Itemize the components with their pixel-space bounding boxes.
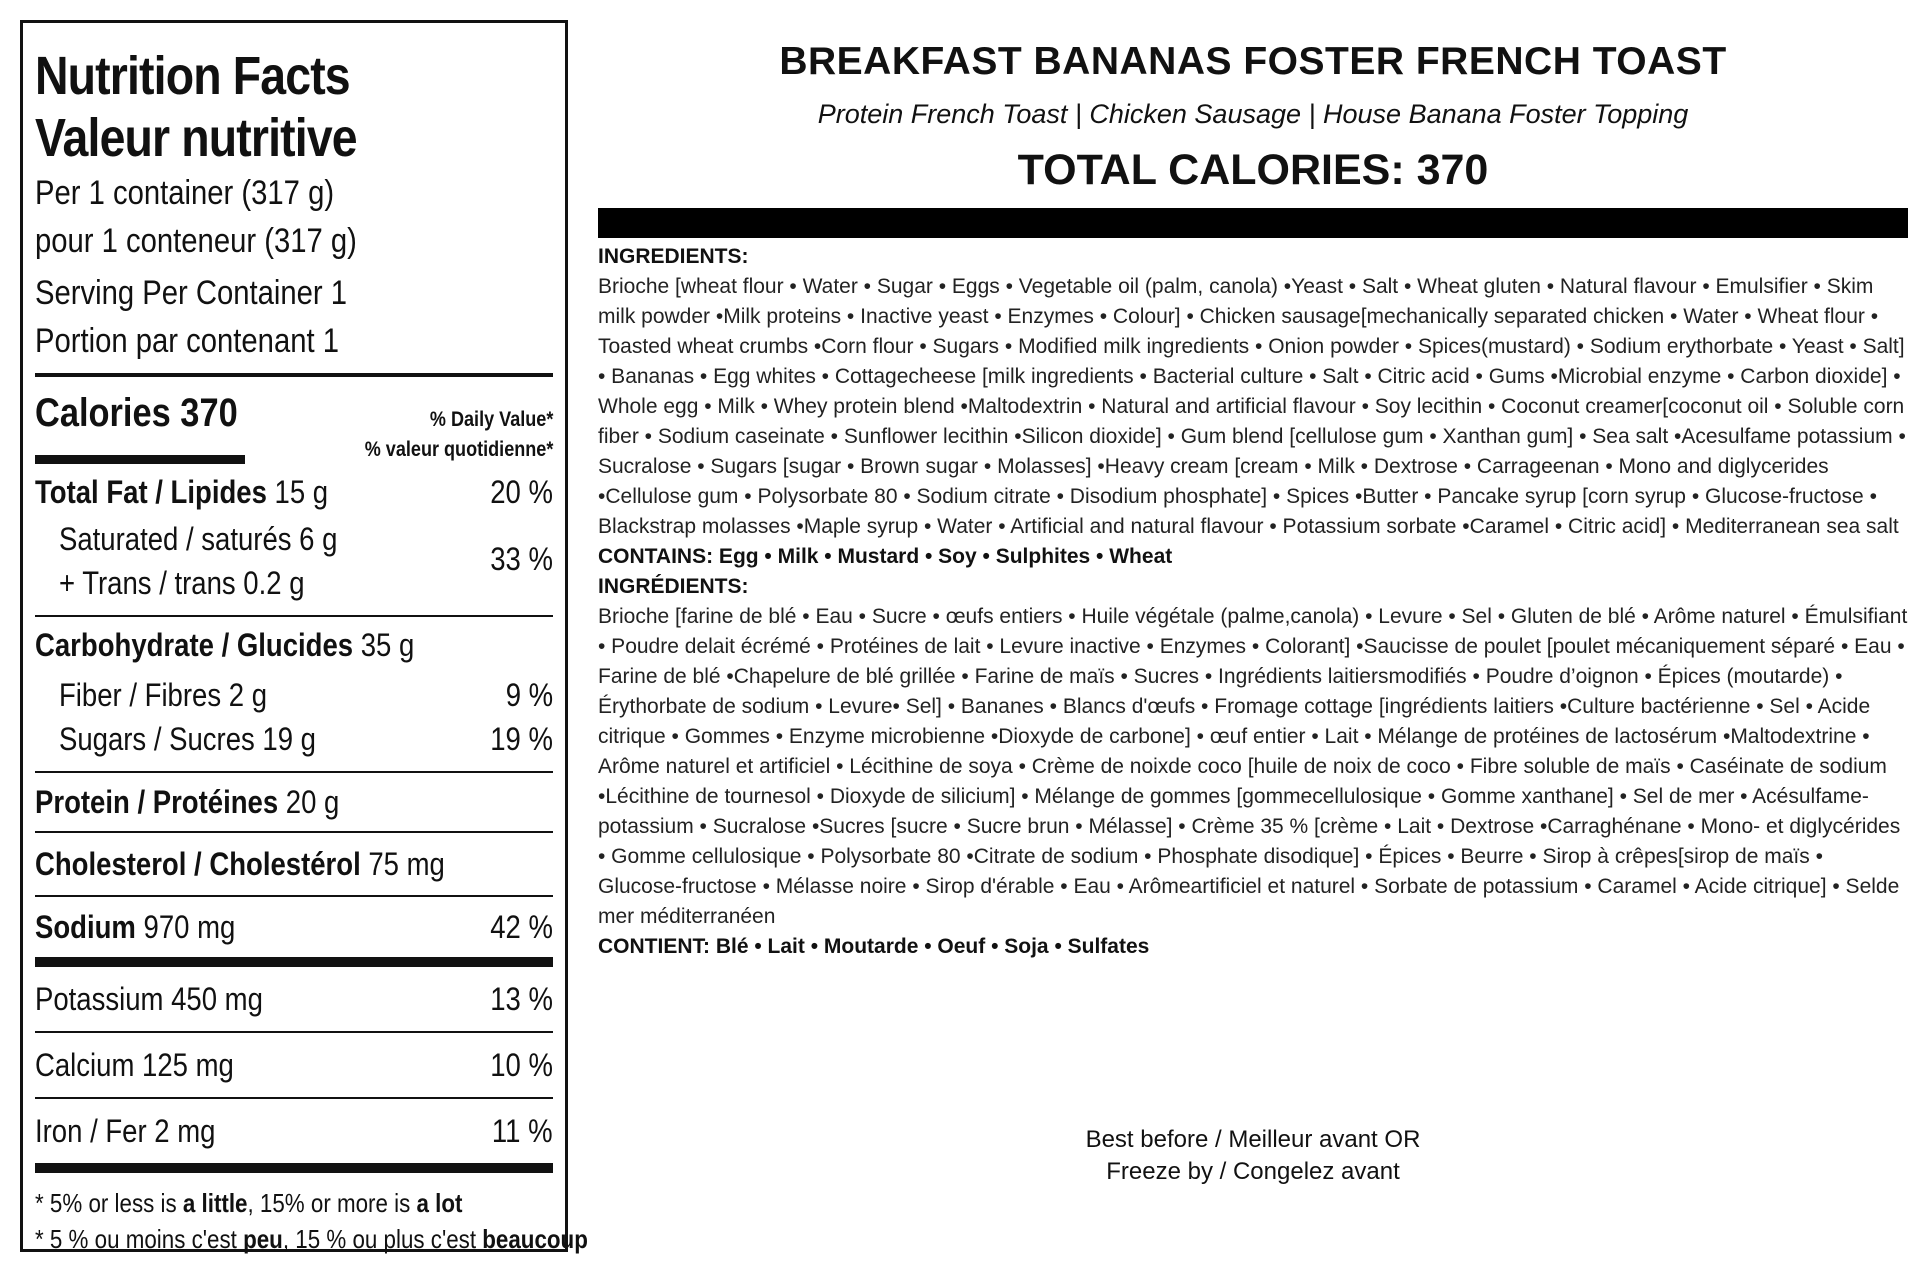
product-info-panel <box>598 36 1908 1185</box>
saturated-fat: Saturated / saturés 6 g <box>59 520 338 557</box>
calcium-dv: 10 % <box>490 1046 553 1083</box>
cholesterol-row <box>35 833 553 895</box>
serving-per-container-fr: Portion par contenant 1 <box>35 322 339 360</box>
sugars-row <box>35 717 553 761</box>
nutrition-title-fr: Valeur nutritive <box>35 108 357 168</box>
footnote <box>35 1173 588 1257</box>
nutrition-facts-panel <box>20 20 588 1254</box>
best-before-line2: Freeze by / Congelez avant <box>1106 1158 1400 1185</box>
total-calories: TOTAL CALORIES: 370 <box>1017 146 1489 194</box>
divider-thick <box>35 957 553 967</box>
calories-bar <box>35 455 245 464</box>
per-container-en: Per 1 container (317 g) <box>35 174 335 212</box>
footnote-en: * 5% or less is a little, 15% or more is a lot <box>35 1188 463 1218</box>
calcium-text: Calcium 125 mg <box>35 1046 234 1083</box>
total-fat-dv: 20 % <box>490 473 553 510</box>
daily-value-en: % Daily Value* <box>429 408 553 431</box>
sat-trans-group <box>35 517 553 605</box>
protein-row <box>35 773 553 831</box>
carbohydrate-text: Carbohydrate / Glucides 35 g <box>35 626 415 663</box>
iron-text: Iron / Fer 2 mg <box>35 1112 216 1149</box>
potassium-text: Potassium 450 mg <box>35 980 263 1017</box>
calories-row <box>35 377 553 467</box>
product-title: BREAKFAST BANANAS FOSTER FRENCH TOAST <box>779 40 1727 83</box>
ingredients-text-fr: Brioche [farine de blé • Eau • Sucre • œufs entiers • Huile végétale (palme,canola) • Levure • Sel • Gluten de blé • Arôme naturel • Émulsifiant • Poudre delait écrémé • Protéines de lait • Levure inactive • Enzymes • Colorant] •Saucisse de poulet [poulet mécaniquement séparé • Eau • Farine de blé •Chapelure de blé grillée • Farine de maïs • Sucres • Ingrédients laitiersmodifiés • Poudre d’oignon • Épices (moutarde) • Érythorbate de sodium • Levure• Sel] • Bananes • Blancs d'œufs • Fromage cottage [ingrédients laitiers •Culture bactérienne • Sel • Acide citrique • Gommes • Enzyme microbienne •Dioxyde de carbone] • œuf entier • Lait • Mélange de protéines de lactosérum •Maltodextrine • Arôme naturel et artificiel • Lécithine de soya • Crème de noixde coco [huile de noix de coco • Fibre soluble de maïs • Caséinate de sodium •Lécithine de tournesol • Dioxyde de silicium] • Mélange de gommes [gommecellulosique • Gomme xanthane] • Sel de mer • Acésulfame-potassium • Sucralose •Sucres [sucre • Sucre brun • Mélasse] • Crème 35 % [crème • Lait • Dextrose •Carraghénane • Mono- et diglycérides • Gomme cellulosique • Polysorbate 80 •Citrate de sodium • Phosphate disodique] • Épices • Beurre • Sirop à crêpes[sirop de maïs • Glucose-fructose • Mélasse noire • Sirop d'érable • Eau • Arômeartificiel et naturel • Sorbate de potassium • Caramel • Acide citrique] • Selde mer méditerranéen <box>598 605 1908 928</box>
total-fat-row <box>35 467 553 517</box>
ingredients-text-en: Brioche [wheat flour • Water • Sugar • Eggs • Vegetable oil (palm, canola) •Yeast • Salt • Wheat gluten • Natural flavour • Emulsifier • Skim milk powder •Milk proteins • Inactive yeast • Enzymes • Colour] • Chicken sausage[mechanically separated chicken • Water • Wheat flour • Toasted wheat crumbs •Corn flour • Sugars • Modified milk ingredients • Onion powder • Spices(mustard) • Sodium erythorbate • Yeast • Salt] • Bananas • Egg whites • Cottagecheese [milk ingredients • Bacterial culture • Salt • Citric acid • Gums •Microbial enzyme • Carbon dioxide] • Whole egg • Milk • Whey protein blend •Maltodextrin • Natural and artificial flavour • Soy lecithin • Coconut creamer[coconut oil • Soluble corn fiber • Sodium caseinate • Sunflower lecithin •Silicon dioxide] • Gum blend [cellulose gum • Xanthan gum] • Sea salt •Acesulfame potassium • Sucralose • Sugars [sugar • Brown sugar • Molasses] •Heavy cream [cream • Milk • Dextrose • Carrageenan • Mono and diglycerides •Cellulose gum • Polysorbate 80 • Sodium citrate • Disodium phosphate] • Spices •Butter • Pancake syrup [corn syrup • Glucose-fructose • Blackstrap molasses •Maple syrup • Water • Artificial and natural flavour • Potassium sorbate •Caramel • Citric acid] • Mediterranean sea salt <box>598 275 1906 538</box>
sodium-dv: 42 % <box>490 908 553 945</box>
contains-fr: CONTIENT: Blé • Lait • Moutarde • Oeuf • Soja • Sulfates <box>598 935 1150 958</box>
daily-value-fr: % valeur quotidienne* <box>364 438 553 461</box>
sat-trans-dv: 33 % <box>490 541 553 577</box>
fiber-row <box>35 673 553 717</box>
calcium-row <box>35 1033 553 1097</box>
iron-row <box>35 1099 553 1163</box>
total-fat-text: Total Fat / Lipides 15 g <box>35 473 329 510</box>
potassium-row <box>35 967 553 1031</box>
best-before-line1: Best before / Meilleur avant OR <box>1085 1126 1421 1153</box>
best-before <box>598 1124 1908 1188</box>
sugars-dv: 19 % <box>490 720 553 757</box>
header-black-bar <box>598 208 1908 238</box>
ingredients-heading-en: INGREDIENTS: <box>598 245 749 268</box>
fiber-dv: 9 % <box>505 676 553 713</box>
trans-fat: + Trans / trans 0.2 g <box>59 564 305 601</box>
cholesterol-text: Cholesterol / Cholestérol 75 mg <box>35 845 445 882</box>
sodium-text: Sodium 970 mg <box>35 908 236 945</box>
footnote-fr: * 5 % ou moins c'est peu, 15 % ou plus c'est beaucoup <box>35 1224 588 1254</box>
product-subtitle: Protein French Toast | Chicken Sausage | House Banana Foster Topping <box>817 99 1689 129</box>
potassium-dv: 13 % <box>490 980 553 1017</box>
fiber-text: Fiber / Fibres 2 g <box>59 676 267 713</box>
ingredients-heading-fr: INGRÉDIENTS: <box>598 575 749 598</box>
per-container-fr: pour 1 conteneur (317 g) <box>35 222 357 260</box>
daily-value-header <box>364 405 553 465</box>
sodium-row <box>35 897 553 957</box>
contains-en: CONTAINS: Egg • Milk • Mustard • Soy • Sulphites • Wheat <box>598 545 1173 568</box>
serving-per-container-en: Serving Per Container 1 <box>35 274 348 312</box>
protein-text: Protein / Protéines 20 g <box>35 783 340 820</box>
carbohydrate-row <box>35 617 553 673</box>
divider-thick <box>35 1163 553 1173</box>
nutrition-title-en: Nutrition Facts <box>35 46 350 106</box>
calories-label: Calories 370 <box>35 391 238 435</box>
sugars-text: Sugars / Sucres 19 g <box>59 720 316 757</box>
iron-dv: 11 % <box>492 1112 553 1149</box>
